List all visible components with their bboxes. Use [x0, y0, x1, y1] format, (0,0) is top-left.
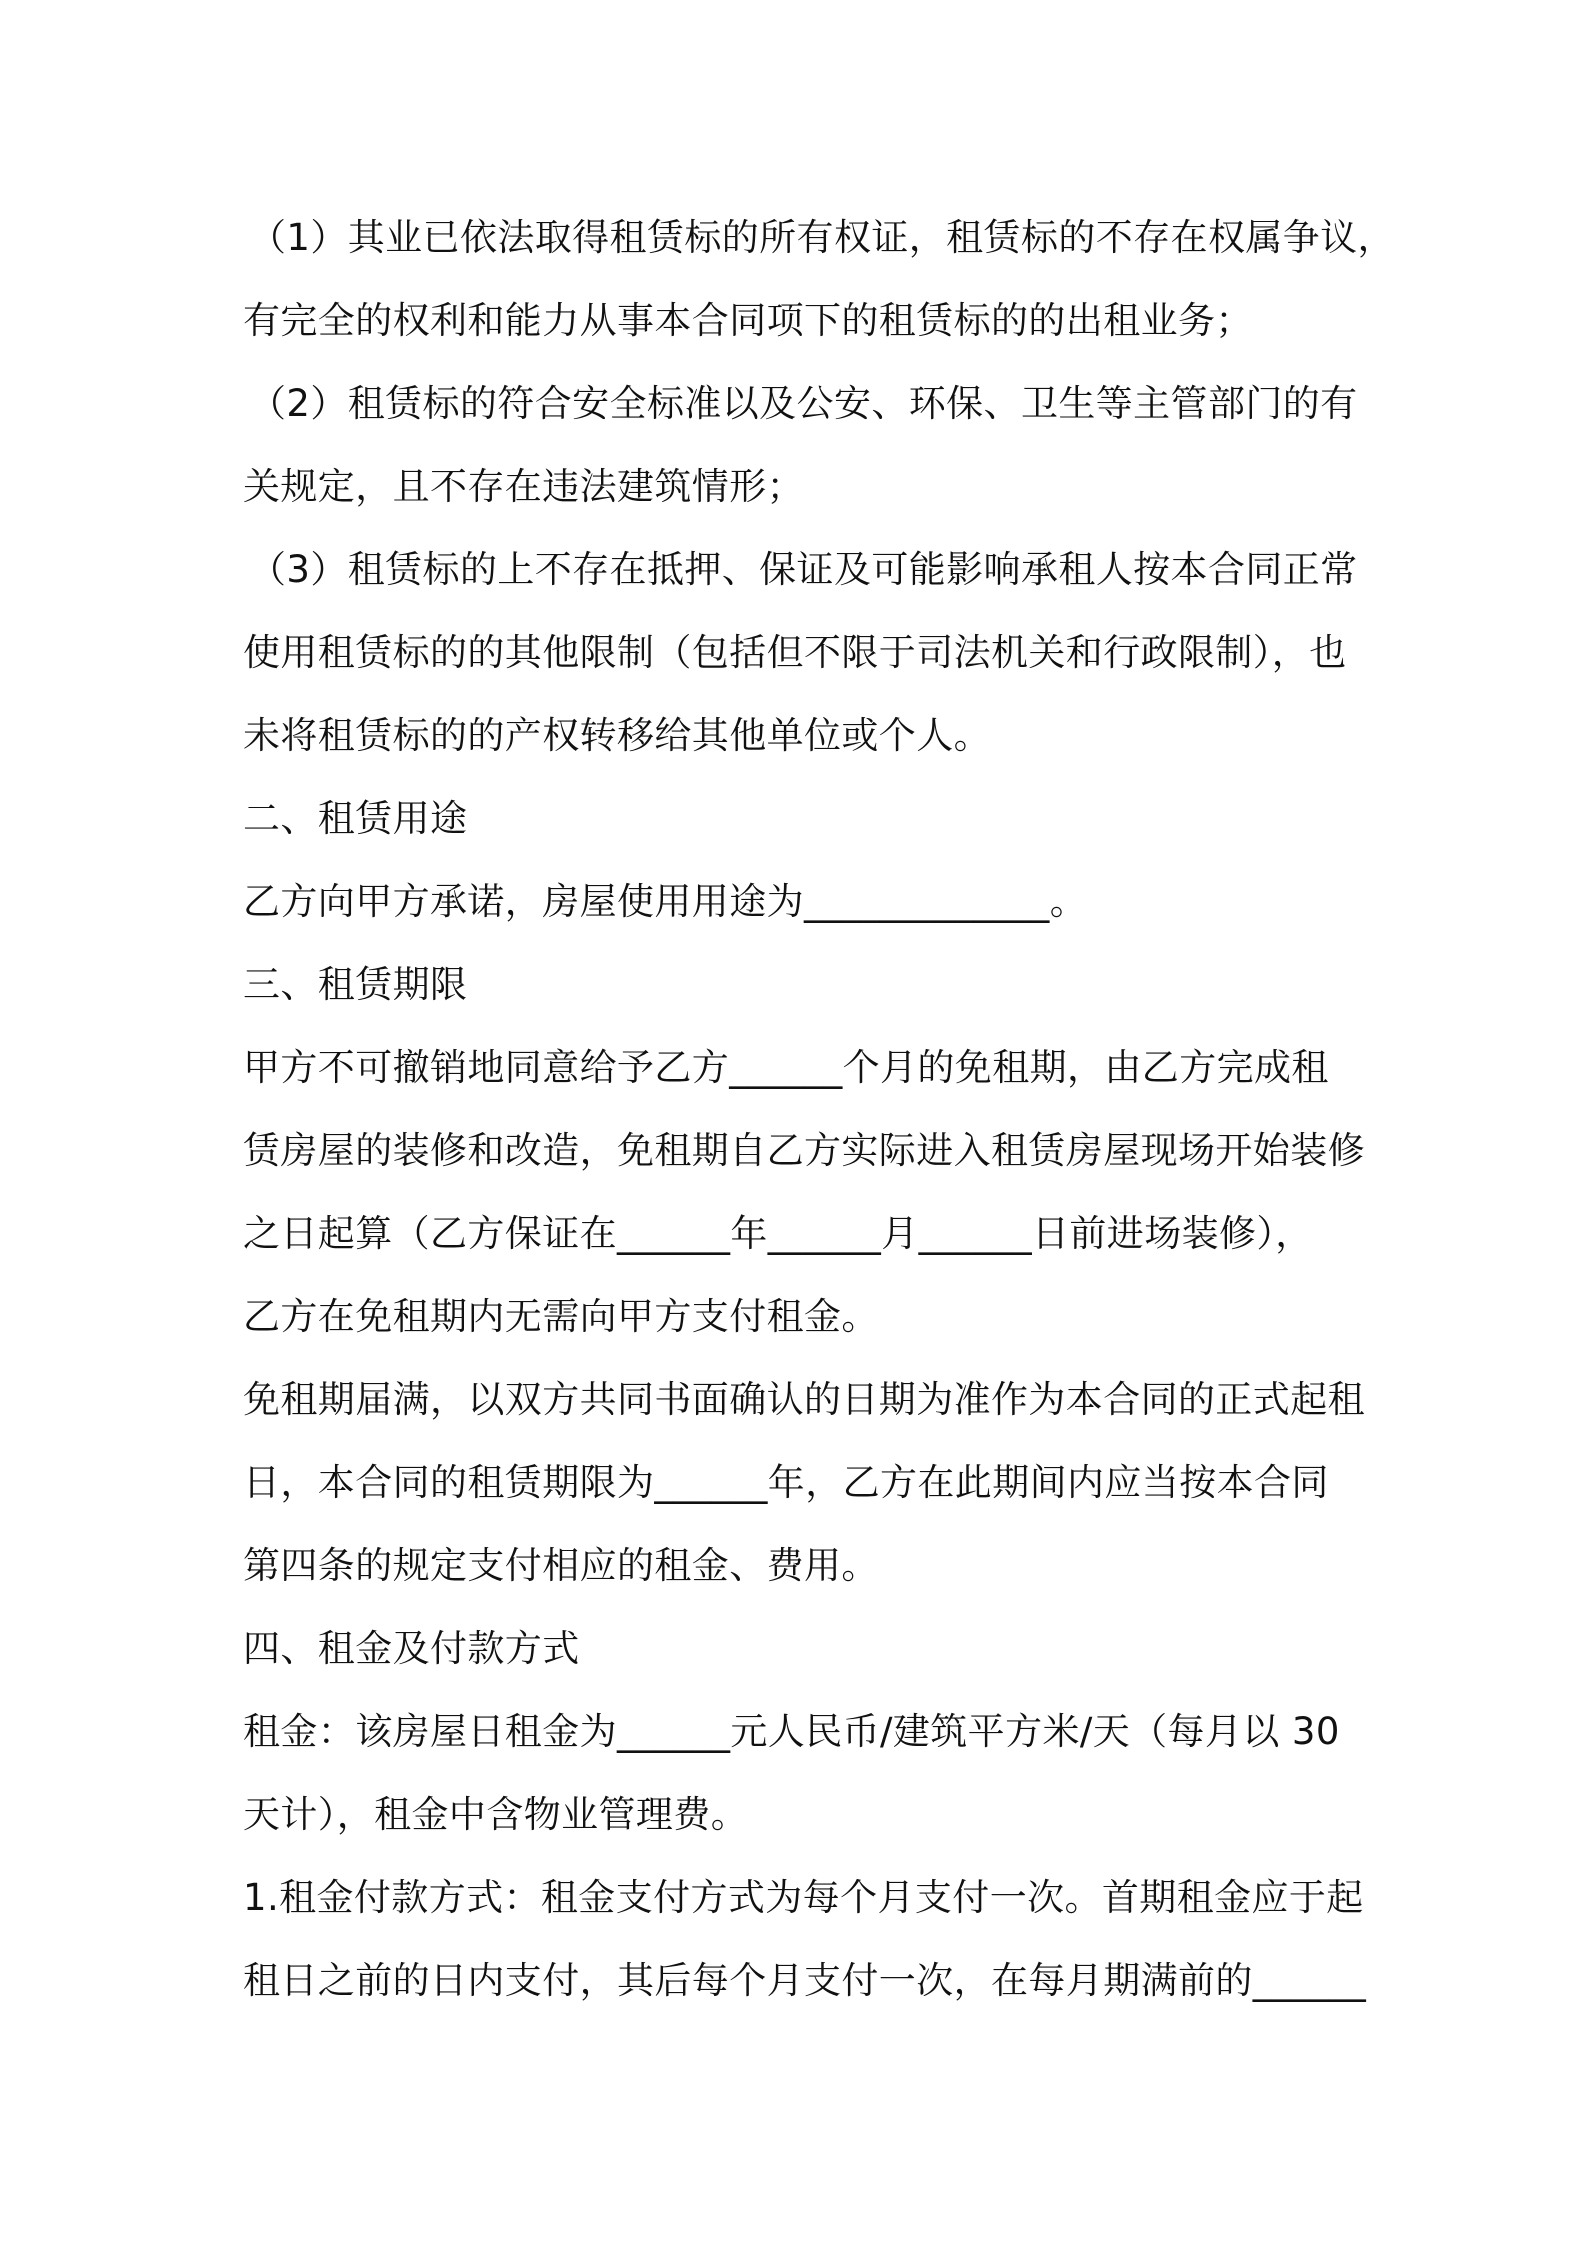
clause-3-line-2: 使用租赁标的的其他限制（包括但不限于司法机关和行政限制），也 — [243, 631, 1347, 674]
clause-1-line-1: （1）其业已依法取得租赁标的所有权证，租赁标的不存在权属争议， — [249, 216, 1395, 259]
lease-term-line-1: 甲方不可撤销地同意给予乙方______个月的免租期，由乙方完成租 — [243, 1046, 1329, 1089]
lease-term-line-6: 日，本合同的租赁期限为______年，乙方在此期间内应当按本合同 — [243, 1461, 1329, 1504]
lease-term-line-5: 免租期届满，以双方共同书面确认的日期为准作为本合同的正式起租 — [243, 1378, 1365, 1421]
clause-1-line-2: 有完全的权利和能力从事本合同项下的租赁标的的出租业务； — [243, 299, 1253, 342]
clause-3-line-1: （3）租赁标的上不存在抵押、保证及可能影响承租人按本合同正常 — [249, 548, 1358, 591]
clause-2-line-2: 关规定，且不存在违法建筑情形； — [243, 465, 804, 508]
rent-line-2: 天计），租金中含物业管理费。 — [243, 1793, 749, 1836]
rent-line-1: 租金：该房屋日租金为______元人民币/建筑平方米/天（每月以 30 — [243, 1710, 1340, 1753]
lease-purpose-text: 乙方向甲方承诺，房屋使用用途为_____________。 — [243, 880, 1088, 923]
lease-term-line-3: 之日起算（乙方保证在______年______月______日前进场装修）， — [243, 1212, 1313, 1255]
clause-3-line-3: 未将租赁标的的产权转移给其他单位或个人。 — [243, 714, 991, 757]
lease-term-line-4: 乙方在免租期内无需向甲方支付租金。 — [243, 1295, 879, 1338]
payment-method-line-1: 1.租金付款方式：租金支付方式为每个月支付一次。首期租金应于起 — [243, 1876, 1364, 1919]
payment-method-line-2: 租日之前的日内支付，其后每个月支付一次，在每月期满前的______ — [243, 1959, 1367, 2002]
lease-term-line-2: 赁房屋的装修和改造，免租期自乙方实际进入租赁房屋现场开始装修 — [243, 1129, 1365, 1172]
section-heading-lease-term: 三、租赁期限 — [243, 963, 468, 1006]
clause-2-line-1: （2）租赁标的符合安全标准以及公安、环保、卫生等主管部门的有 — [249, 382, 1358, 425]
section-heading-rent-payment: 四、租金及付款方式 — [243, 1627, 580, 1670]
section-heading-lease-purpose: 二、租赁用途 — [243, 797, 468, 840]
contract-text — [243, 196, 1395, 2022]
lease-term-line-7: 第四条的规定支付相应的租金、费用。 — [243, 1544, 879, 1587]
